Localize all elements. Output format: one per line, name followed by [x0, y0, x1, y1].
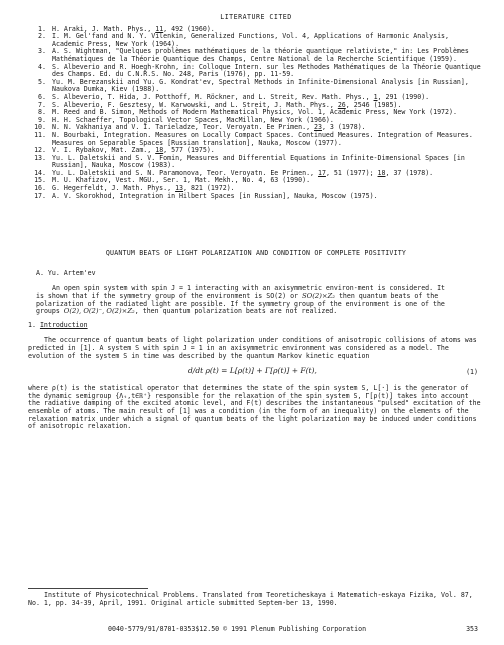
reference-number: 10.: [34, 123, 46, 132]
page-body: [28, 14, 484, 431]
section-heading: [28, 322, 484, 330]
reference-volume: 17: [317, 168, 326, 177]
reference-number: 8.: [38, 108, 46, 117]
reference-text: H. Araki, J. Math. Phys.,: [52, 24, 156, 33]
reference-item: [28, 33, 484, 48]
reference-number: 16.: [34, 184, 46, 193]
reference-text: A. S. Wightman, "Quelques problèmes mathématiques de la théorie quantique relativiste," in: Les Problèmes Mathématiques de la Théorie Quantique des Champs, Centre National de la Recherche Scientifique (1959).: [52, 47, 469, 63]
reference-volume: 1: [373, 92, 378, 101]
reference-item: [28, 48, 484, 63]
reference-item: [28, 193, 484, 201]
reference-text: M. Reed and B. Simon, Methods of Modern Mathematical Physics, Vol. 1, Academic Press, New York (1972).: [52, 108, 457, 117]
reference-item: [28, 79, 484, 94]
reference-text: S. Albeverio, F. Gesztesy, W. Karwowski, and L. Streit, J. Math. Phys.,: [52, 100, 338, 109]
section-number: 1.: [28, 320, 36, 329]
footnote: Institute of Physicotechnical Problems. Translated from Teoreticheskaya i Matematich-eskaya Fizika, Vol. 87, No. 1, pp. 34-39, April, 1991. Original article submitted Septem-ber 13, 1990.: [28, 591, 473, 607]
reference-number: 13.: [34, 153, 46, 162]
reference-tail: , 577 (1975).: [163, 146, 215, 155]
reference-volume: 11: [155, 24, 164, 33]
abstract: [36, 285, 454, 315]
equation-formula: d/dt ρ(t) = L[ρ(t)] + Γ[ρ(t)] + F(t),: [188, 366, 317, 376]
abstract-group-2: O(2), O(2)⁻, O(2)×Z₂: [63, 307, 135, 316]
reference-text: S. Albeverio, T. Hida, J. Potthoff, M. Röckner, and L. Streit, Rev. Math. Phys.,: [52, 92, 374, 101]
literature-cited-heading: LITERATURE CITED: [220, 13, 292, 21]
reference-text: N. Bourbaki, Integration. Measures on Locally Compact Spaces. Continued Measures. Integration of Measures. Measures on Separable Spaces [Russian translation], Nauka, Moscow (1977).: [52, 130, 473, 147]
reference-number: 5.: [38, 77, 46, 86]
abstract-text-a: An open spin system with spin J = 1 interacting with an axisymmetric environ-ment is considered. It is shown that if the symmetry group of the environment is SO(2) or: [36, 284, 446, 301]
reference-number: 15.: [34, 176, 46, 185]
reference-text: G. Hegerfeldt, J. Math. Phys.,: [52, 184, 176, 193]
abstract-group-1: SO(2)×Z₂: [301, 292, 335, 301]
reference-text: H. H. Schaeffer, Topological Vector Spaces, MacMillan, New York (1966).: [52, 115, 334, 124]
reference-item: [28, 132, 484, 147]
section-title: Introduction: [39, 320, 88, 329]
reference-number: 6.: [38, 92, 46, 101]
reference-number: 12.: [34, 146, 46, 155]
intro-paragraph-1: The occurrence of quantum beats of light polarization under conditions of anisotropic collisions of atoms was predicted in [1]. A system S with spin J = 1 in an axisymmetric environment was considered as a model. The evolution of the system S in time was described by the quantum Markov kinetic equation: [28, 336, 477, 360]
reference-number: 7.: [38, 100, 46, 109]
reference-text: Yu. M. Berezanskii and Yu. G. Kondrat'ev, Spectral Methods in Infinite-Dimensional Analysis [in Russian], Naukova Dumka, Kiev (1988).: [52, 77, 469, 94]
reference-item: [28, 64, 484, 79]
reference-number: 2.: [38, 32, 46, 41]
intro-paragraph-2: where ρ(t) is the statistical operator that determines the state of the spin system S, L[·] is the generator of the dynamic semigroup {Λₜ,t∈ℝ⁺} responsible for the relaxation of the spin system S, Γ[ρ(t)] takes into account the radiative damping of the excited atomic level, and F(t) describes the instantaneous "pulsed" excitation of the ensemble of atoms. The main result of [1] was a condition (in the form of an inequality) on the elements of the relaxation matrix under which a signal of quantum beats of the light polarization may be induced under conditions of anisotropic relaxation.: [28, 384, 481, 431]
footnote-rule: [28, 588, 148, 589]
reference-text: N. N. Vakhaniya and V. I. Tarieladze, Teor. Veroyatn. Ee Primen.,: [52, 123, 315, 132]
reference-number: 11.: [34, 130, 46, 139]
reference-text: M. U. Khafizov, Vest. MGU., Ser. 1, Mat. Mekh., No. 4, 63 (1990).: [52, 176, 311, 185]
reference-tail: , 291 (1990).: [377, 92, 430, 101]
reference-list: [28, 26, 484, 201]
reference-volume: 18: [155, 146, 164, 155]
footer-code: 0040-5779/91/8701-0353$12.50 © 1991 Plenum Publishing Corporation: [108, 625, 367, 633]
reference-text: I. M. Gel'fand and N. Y. Vilenkin, Generalized Functions, Vol. 4, Applications of Harmonic Analysis, Academic Press, New York (1964).: [52, 32, 449, 48]
reference-tail: , 37 (1978).: [385, 168, 434, 177]
reference-number: 1.: [38, 24, 46, 33]
reference-tail: , 2546 (1985).: [345, 100, 402, 109]
abstract-text-c: , then quantum polarization beats are not realized.: [134, 307, 338, 316]
reference-number: 14.: [34, 168, 46, 177]
reference-volume: 13: [175, 184, 184, 193]
reference-text: S. Albeverio and R. Hoegh-Krohn, in: Colloque Intern. sur les Methodes Mathématiques de la Théorie Quantique des Champs. Ed. du C.N.R.S. No. 248, Paris (1976), pp. 11-59.: [52, 62, 481, 79]
reference-number: 3.: [38, 47, 46, 56]
reference-number: 4.: [38, 62, 46, 71]
page-number: 353: [466, 625, 478, 633]
reference-text: V. I. Rybakov, Mat. Zam.,: [52, 146, 156, 155]
reference-volume: 18: [377, 168, 386, 177]
reference-text: Yu. L. Daletskii and S. V. Fomin, Measures and Differential Equations in Infinite-Dimensional Spaces [in Russian], Nauka, Moscow (1983).: [52, 153, 465, 170]
reference-tail: , 51 (1977);: [325, 168, 378, 177]
reference-number: 9.: [38, 115, 46, 124]
equation-block: [28, 363, 484, 385]
reference-text: Yu. L. Daletskii and S. N. Paramonova, Teor. Veroyatn. Ee Primen.,: [52, 168, 318, 177]
reference-tail: , 492 (1960).: [163, 24, 215, 33]
article-title: QUANTUM BEATS OF LIGHT POLARIZATION AND CONDITION OF COMPLETE POSITIVITY: [105, 249, 407, 258]
reference-tail: , 3 (1978).: [321, 123, 366, 132]
reference-text: A. V. Skorokhod, Integration in Hilbert Spaces [in Russian], Nauka, Moscow (1975).: [52, 191, 378, 200]
equation-number: (1): [466, 368, 478, 377]
article-author: A. Yu. Artem'ev: [36, 268, 96, 277]
reference-volume: 26: [337, 100, 346, 109]
reference-number: 17.: [34, 191, 46, 200]
reference-volume: 23: [314, 123, 322, 132]
abstract-text-b: then quantum beats of the polarization of the radiated light are possible. If the symmetry group of the environment is one of the groups: [36, 292, 445, 316]
reference-tail: , 821 (1972).: [183, 184, 235, 193]
reference-item: [28, 155, 484, 170]
